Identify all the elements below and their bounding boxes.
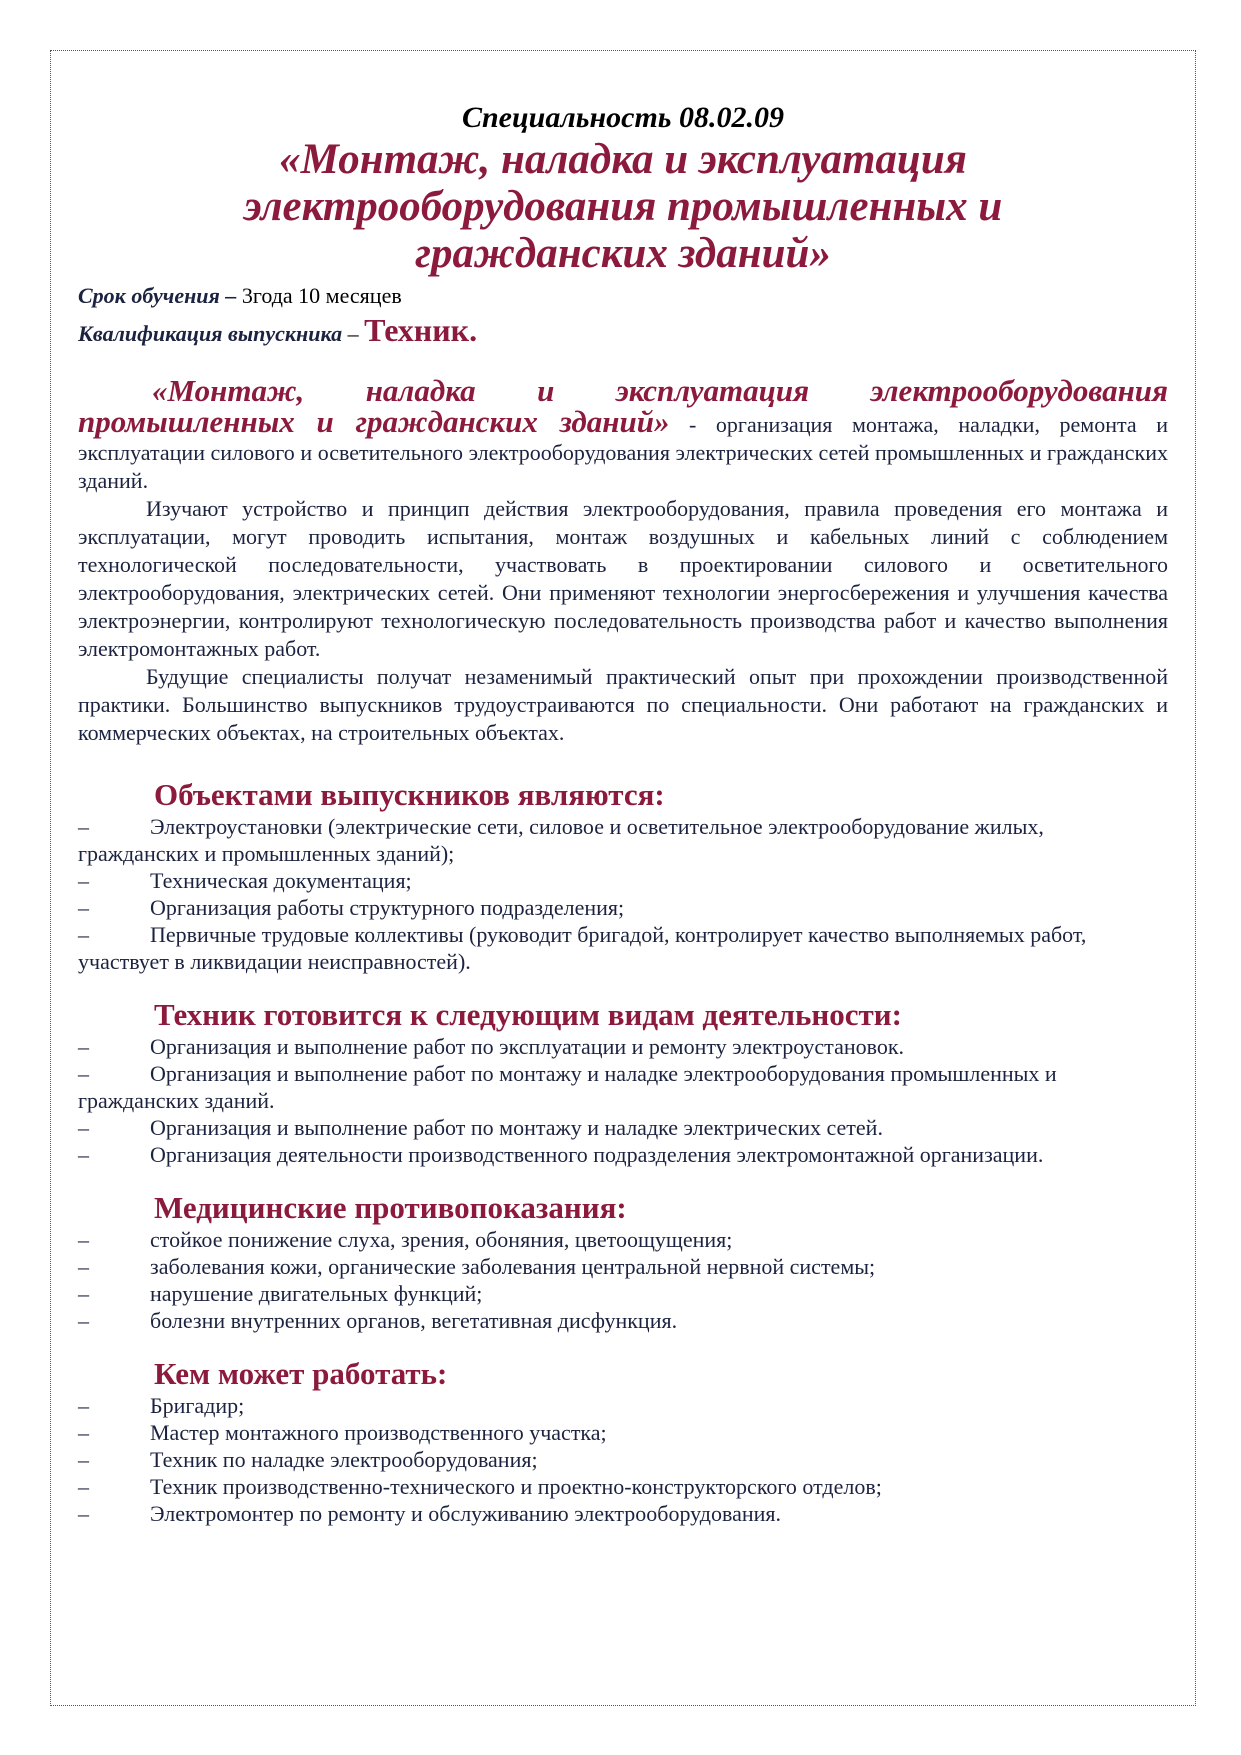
duration-line bbox=[78, 281, 1168, 311]
title-line: электрооборудования промышленных и bbox=[243, 183, 1003, 230]
list-item bbox=[78, 1307, 1168, 1334]
dash-marker: – bbox=[78, 1474, 89, 1499]
list-item bbox=[78, 921, 1168, 975]
duration-value: 3года 10 месяцев bbox=[241, 283, 402, 308]
list-item bbox=[78, 1280, 1168, 1307]
document-body bbox=[78, 100, 1168, 1527]
duration-label: Срок обучения bbox=[78, 283, 220, 308]
list-item-text: Техник по наладке электрооборудования; bbox=[150, 1447, 538, 1472]
section-title-objects: Объектами выпускников являются: bbox=[154, 777, 665, 812]
paragraph: Будущие специалисты получат незаменимый практический опыт при прохождении производственной практики. Большинство выпускников трудоустраиваются по специальности. Они работают на гражданских и коммерческих объектах, на строительных объектах. bbox=[78, 664, 1168, 745]
dash-marker: – bbox=[78, 1447, 89, 1472]
dash-marker: – bbox=[78, 1420, 89, 1445]
dash-marker: – bbox=[78, 868, 89, 893]
dash-marker: – bbox=[78, 1227, 89, 1252]
qualification-sep: – bbox=[342, 321, 365, 346]
list-item-text: Техник производственно-технического и проектно-конструкторского отделов; bbox=[150, 1474, 882, 1499]
list-item bbox=[78, 813, 1168, 867]
contraindications-list bbox=[78, 1226, 1168, 1334]
qualification-value: Техник. bbox=[364, 312, 478, 348]
specialty-title bbox=[78, 136, 1168, 277]
list-item-text: Электромонтер по ремонту и обслуживанию электрооборудования. bbox=[150, 1501, 782, 1526]
intro-paragraph bbox=[78, 373, 1168, 495]
list-item-text: нарушение двигательных функций; bbox=[150, 1281, 483, 1306]
careers-list bbox=[78, 1392, 1168, 1527]
specialty-line: Специальность 08.02.09 bbox=[461, 101, 784, 134]
activities-list bbox=[78, 1033, 1168, 1168]
list-item bbox=[78, 867, 1168, 894]
intro-text: - организация монтажа, наладки, ремонта и эксплуатации силового и осветительного электрооборудования электрических сетей промышленных и гражданских зданий. bbox=[78, 412, 1168, 493]
dash-marker: – bbox=[78, 1142, 89, 1167]
list-item bbox=[78, 1033, 1168, 1060]
list-item-text: Организация и выполнение работ по эксплуатации и ремонту электроустановок. bbox=[150, 1034, 905, 1059]
dash-marker: – bbox=[78, 922, 89, 947]
list-item-text: стойкое понижение слуха, зрения, обоняния, цветоощущения; bbox=[150, 1227, 733, 1252]
list-item bbox=[78, 1500, 1168, 1527]
list-item bbox=[78, 1226, 1168, 1253]
dash-marker: – bbox=[78, 1281, 89, 1306]
list-item-text: Мастер монтажного производственного участка; bbox=[150, 1420, 607, 1445]
duration-sep: – bbox=[219, 283, 242, 308]
paragraph: Изучают устройство и принцип действия электрооборудования, правила проведения его монтажа и эксплуатации, могут проводить испытания, монтаж воздушных и кабельных линий с соблюдением технологической последовательности, участвовать в проектировании силового и осветительного электрооборудования, электрических сетей. Они применяют технологии энергосбережения и улучшения качества электроэнергии, контролируют технологическую последовательность производства работ и качество выполнения электромонтажных работ. bbox=[78, 496, 1168, 661]
list-item bbox=[78, 1419, 1168, 1446]
list-item-text: болезни внутренних органов, вегетативная дисфункция. bbox=[150, 1308, 678, 1333]
list-item bbox=[78, 1473, 1168, 1500]
qualification-line bbox=[78, 312, 1168, 349]
title-line: гражданских зданий» bbox=[415, 230, 831, 277]
list-item bbox=[78, 1141, 1168, 1168]
dash-marker: – bbox=[78, 1115, 89, 1140]
list-item bbox=[78, 1446, 1168, 1473]
intro-title: «Монтаж, наладка и эксплуатация электрооборудования промышленных и гражданских зданий» bbox=[78, 373, 1168, 439]
list-item-text: Организация и выполнение работ по монтажу и наладке электрооборудования промышленных и гражданских зданий. bbox=[78, 1061, 1057, 1113]
list-item-text: Первичные трудовые коллективы (руководит бригадой, контролирует качество выполняемых работ, участвует в ликвидации неисправностей). bbox=[78, 922, 1087, 974]
title-line: «Монтаж, наладка и эксплуатация bbox=[279, 136, 967, 183]
section-title-activities: Техник готовится к следующим видам деятельности: bbox=[154, 997, 902, 1032]
dash-marker: – bbox=[78, 1501, 89, 1526]
list-item-text: Организация работы структурного подразделения; bbox=[150, 895, 625, 920]
list-item-text: заболевания кожи, органические заболевания центральной нервной системы; bbox=[150, 1254, 876, 1279]
objects-list bbox=[78, 813, 1168, 975]
list-item-text: Техническая документация; bbox=[150, 868, 412, 893]
list-item-text: Организация деятельности производственного подразделения электромонтажной организации. bbox=[150, 1142, 1044, 1167]
dash-marker: – bbox=[78, 1308, 89, 1333]
list-item bbox=[78, 894, 1168, 921]
list-item bbox=[78, 1060, 1168, 1114]
dash-marker: – bbox=[78, 1061, 89, 1086]
dash-marker: – bbox=[78, 895, 89, 920]
dash-marker: – bbox=[78, 1254, 89, 1279]
section-title-careers: Кем может работать: bbox=[154, 1356, 448, 1391]
section-title-contraindications: Медицинские противопоказания: bbox=[154, 1190, 627, 1225]
list-item-text: Организация и выполнение работ по монтажу и наладке электрических сетей. bbox=[150, 1115, 883, 1140]
dash-marker: – bbox=[78, 1034, 89, 1059]
list-item bbox=[78, 1114, 1168, 1141]
dash-marker: – bbox=[78, 1393, 89, 1418]
list-item bbox=[78, 1392, 1168, 1419]
list-item bbox=[78, 1253, 1168, 1280]
qualification-label: Квалификация выпускника bbox=[78, 321, 343, 346]
list-item-text: Электроустановки (электрические сети, силовое и осветительное электрооборудование жилых, гражданских и промышленных зданий); bbox=[78, 814, 1044, 866]
list-item-text: Бригадир; bbox=[150, 1393, 245, 1418]
dash-marker: – bbox=[78, 814, 89, 839]
